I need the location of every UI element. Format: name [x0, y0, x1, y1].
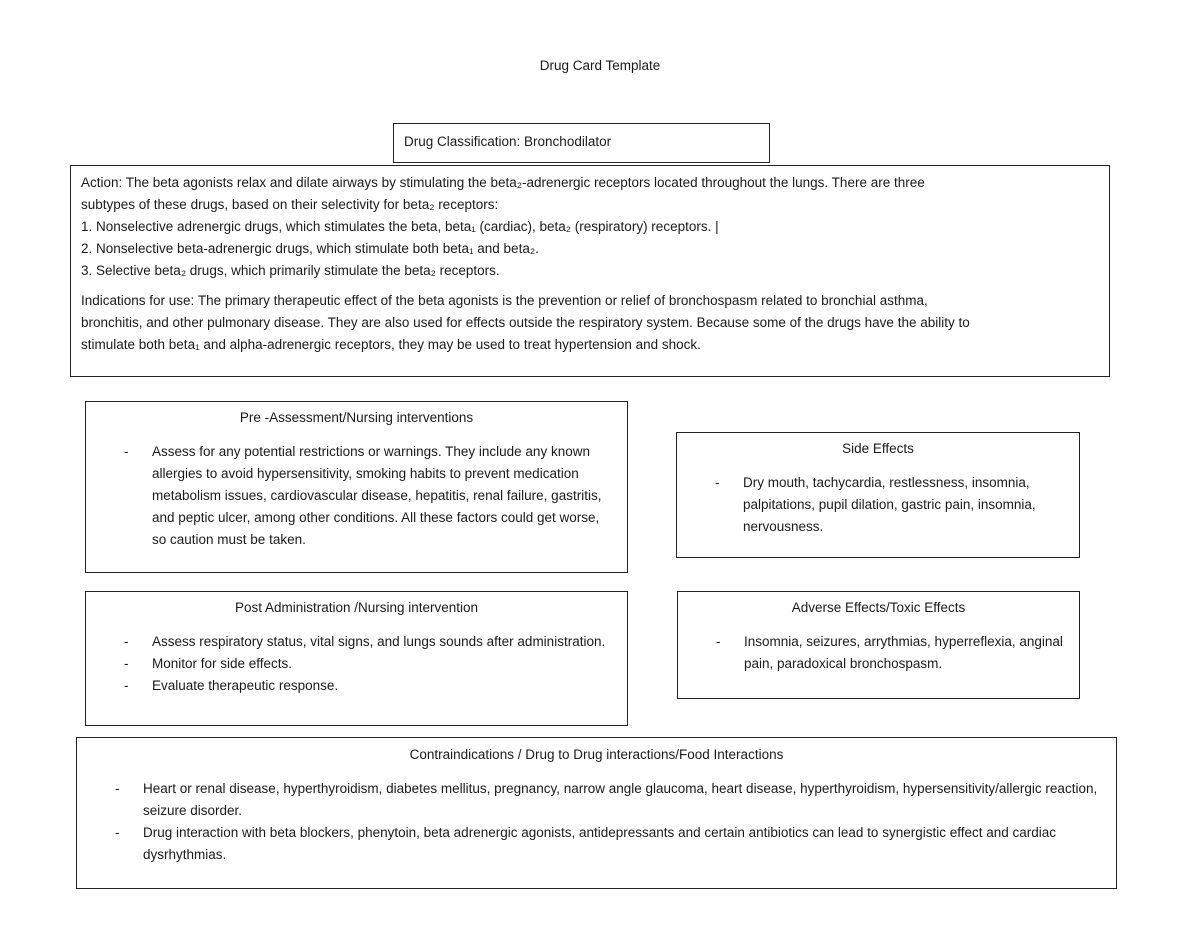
indications-line1: Indications for use: The primary therapeutic effect of the beta agonists is the prevention or relief of bronchospasm related to bronchial asthma,: [81, 293, 928, 308]
list-item: - Insomnia, seizures, arrythmias, hyperreflexia, anginal pain, paradoxical bronchospasm.: [678, 631, 1079, 675]
indications-line2: bronchitis, and other pulmonary disease. They are also used for effects outside the respiratory system. Because some of the drugs have the ability to: [81, 315, 970, 330]
post-administration-list: [86, 631, 627, 697]
action-item-3: 3. Selective beta₂ drugs, which primarily stimulate the beta₂ receptors.: [81, 263, 500, 278]
action-item-2: 2. Nonselective beta-adrenergic drugs, which stimulate both beta₁ and beta₂.: [81, 241, 539, 256]
list-item: - Monitor for side effects.: [86, 653, 627, 675]
action-box: [70, 165, 1110, 377]
list-item: - Heart or renal disease, hyperthyroidism, diabetes mellitus, pregnancy, narrow angle glaucoma, heart disease, hyperthyroidism, hypersensitivity/allergic reaction, seizure disorder.: [77, 778, 1116, 822]
action-intro-line2: subtypes of these drugs, based on their selectivity for beta₂ receptors:: [81, 197, 499, 212]
list-item: - Assess for any potential restrictions or warnings. They include any known allergies to avoid hypersensitivity, smoking habits to prevent medication metabolism issues, cardiovascular disease, hepatitis, renal failure, gastritis, and peptic ulcer, among other conditions. All these factors could get worse, so caution must be taken.: [86, 441, 627, 551]
classification-text: Drug Classification: Bronchodilator: [404, 134, 612, 149]
list-item: - Drug interaction with beta blockers, phenytoin, beta adrenergic agonists, antidepressants and certain antibiotics can lead to synergistic effect and cardiac dysrhythmias.: [77, 822, 1116, 866]
page-title: Drug Card Template: [539, 58, 661, 73]
contraindications-list: [77, 778, 1116, 866]
pre-assessment-box: [85, 401, 628, 573]
contraindications-heading: Contraindications / Drug to Drug interactions/Food Interactions: [409, 747, 784, 762]
adverse-effects-list: [678, 631, 1079, 675]
classification-box: [393, 123, 770, 163]
list-item: - Dry mouth, tachycardia, restlessness, insomnia, palpitations, pupil dilation, gastric pain, insomnia, nervousness.: [677, 472, 1079, 538]
contraindications-box: [76, 737, 1117, 889]
list-item: - Evaluate therapeutic response.: [86, 675, 627, 697]
side-effects-box: [676, 432, 1080, 558]
pre-assessment-heading: Pre -Assessment/Nursing interventions: [239, 410, 474, 425]
side-effects-list: [677, 472, 1079, 538]
adverse-effects-box: [677, 591, 1080, 699]
side-effects-heading: Side Effects: [842, 441, 914, 456]
pre-assessment-list: [86, 441, 627, 551]
adverse-effects-heading: Adverse Effects/Toxic Effects: [791, 600, 966, 615]
post-administration-box: [85, 591, 628, 726]
list-item: - Assess respiratory status, vital signs, and lungs sounds after administration.: [86, 631, 627, 653]
indications-line3: stimulate both beta₁ and alpha-adrenergic receptors, they may be used to treat hypertension and shock.: [81, 337, 701, 352]
post-administration-heading: Post Administration /Nursing intervention: [234, 600, 479, 615]
action-item-1: 1. Nonselective adrenergic drugs, which stimulates the beta, beta₁ (cardiac), beta₂ (respiratory) receptors. |: [81, 219, 719, 234]
action-intro-line1: Action: The beta agonists relax and dilate airways by stimulating the beta₂-adrenergic receptors located throughout the lungs. There are three: [81, 175, 925, 190]
